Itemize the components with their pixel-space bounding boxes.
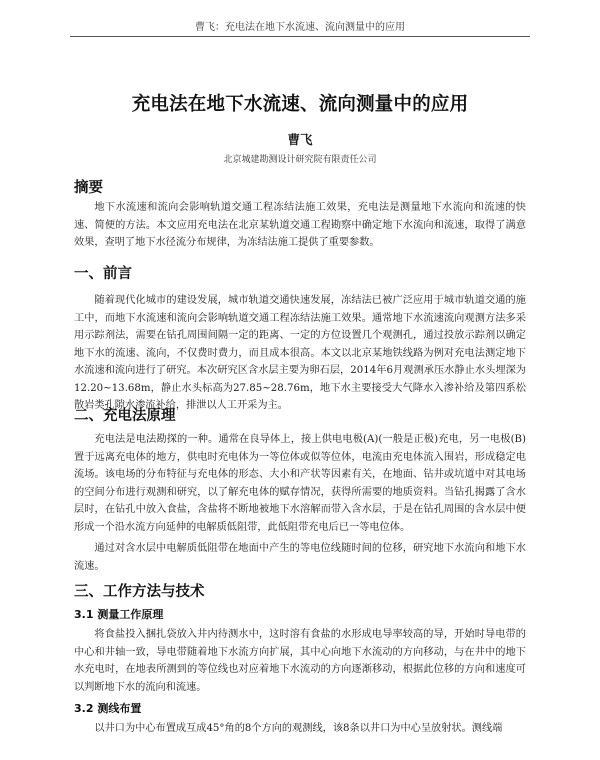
subsection-3-2-paragraph: 以井口为中心布置成互成45°角的8个方向的观测线，该8条以井口为中心呈放射状。测线端 — [94, 723, 503, 734]
subsection-3-2-heading: 3.2 测线布置 — [74, 702, 142, 715]
section-methods-heading: 三、工作方法与技术 — [74, 584, 205, 600]
abstract-heading: 摘要 — [74, 180, 103, 196]
section-intro-heading: 一、前言 — [74, 266, 132, 282]
principle-paragraph-1: 充电法是电法勘探的一种。通常在良导体上，接上供电电极(A)(一般是正极)充电，另一电极(B)置于远离充电体的地方，供电时充电体为一等位体或似等位体，电流由充电体流入围岩，形成稳定电流场。该电场的分布特征与充电体的形态、大小和产状等因素有关，在地面、钻井或坑道中对其电场的空间分布进行观测和研究，以了解充电体的赋存情况，获得所需要的地质资料。当钻孔揭露了含水层时，在钻孔中放入食盐，含盐将不断地被地下水溶解而带入含水层，于是在钻孔周围的含水层中便形成一个沿水流方向延伸的电解质低阻带，此低阻带充电后已一等电位体。 — [74, 434, 526, 533]
principle-paragraph-2: 通过对含水层中电解质低阻带在地面中产生的等电位线随时间的位移，研究地下水流向和地下水流速。 — [74, 543, 526, 572]
intro-paragraph: 随着现代化城市的建设发展，城市轨道交通快速发展，冻结法已被广泛应用于城市轨道交通的施工中，而地下水流速和流向会影响轨道交通工程冻结法施工效果。通常地下水流速流向观测方法多采用示踪剂法，需要在钻孔周围间隔一定的距离、一定的方位设置几个观测孔，通过投放示踪剂以确定地下水的流速、流向，不仅费时费力，而且成本很高。本文以北京某地铁线路为例对充电法测定地下水流速和流向进行了研究。本次研究区含水层主要为卵石层，2014年6月观测承压水静止水头埋深为12.20~13.68m，静止水头标高为27.85~28.76m，地下水主要接受大气降水入渗补给及第四系松散岩类孔隙水渗流补给，排泄以人工开采为主。 — [74, 295, 526, 411]
affiliation: 北京城建勘测设计研究院有限责任公司 — [223, 155, 377, 165]
paper-title: 充电法在地下水流速、流向测量中的应用 — [131, 94, 469, 115]
running-head: 曹飞：充电法在地下水流速、流向测量中的应用 — [195, 22, 405, 33]
subsection-3-1-heading: 3.1 测量工作原理 — [74, 608, 164, 621]
author-name: 曹飞 — [287, 132, 313, 147]
subsection-3-1-paragraph: 将食盐投入捆扎袋放入井内待测水中，这时溶有食盐的水形成电导率较高的导，开始时导电带的中心和井轴一致，导电带随着地下水流方向扩展，其中心向地下水流动的方向移动，与在井中的地下水充电时，在地表所测到的等位线也对应着地下水流动的方向逐渐移动，根据此位移的方向和速度可以判断地下水的流向和流速。 — [74, 629, 526, 693]
header-rule — [70, 36, 530, 37]
section-principle-heading: 二、充电法原理 — [74, 408, 176, 424]
abstract-paragraph: 地下水流速和流向会影响轨道交通工程冻结法施工效果，充电法是测量地下水流向和流速的快速、简便的方法。本文应用充电法在北京某轨道交通工程勘察中确定地下水流向和流速，取得了满意效果，查明了地下水径流分布规律，为冻结法施工提供了重要参数。 — [74, 202, 526, 248]
